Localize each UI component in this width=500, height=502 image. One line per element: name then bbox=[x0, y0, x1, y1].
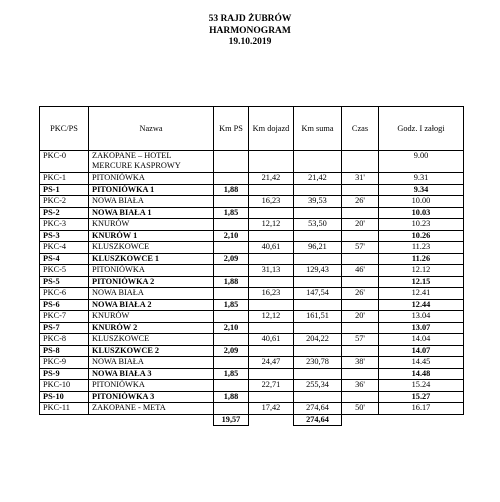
row-godz: 13.04 bbox=[379, 311, 464, 323]
row-km-ps bbox=[214, 265, 249, 277]
document-title bbox=[0, 14, 500, 49]
table-row bbox=[40, 184, 464, 196]
event-date: 19.10.2019 bbox=[228, 37, 272, 47]
row-godz: 11.26 bbox=[379, 253, 464, 265]
row-name: KNURÓW 2 bbox=[89, 322, 214, 334]
row-code: PS-8 bbox=[40, 345, 89, 357]
row-km-dojazd bbox=[249, 184, 294, 196]
row-km-ps: 2,09 bbox=[214, 253, 249, 265]
row-godz: 9.31 bbox=[379, 173, 464, 185]
row-km-dojazd: 24,47 bbox=[249, 357, 294, 369]
row-czas bbox=[342, 230, 379, 242]
row-km-suma: 129,43 bbox=[294, 265, 342, 277]
row-czas: 46' bbox=[342, 265, 379, 277]
row-czas: 50' bbox=[342, 403, 379, 415]
row-code: PKC-1 bbox=[40, 173, 89, 185]
row-km-ps: 1,88 bbox=[214, 276, 249, 288]
row-code: PKC-5 bbox=[40, 265, 89, 277]
row-godz: 10.23 bbox=[379, 219, 464, 231]
table-row bbox=[40, 299, 464, 311]
row-czas bbox=[342, 151, 379, 173]
table-row bbox=[40, 357, 464, 369]
row-km-suma bbox=[294, 276, 342, 288]
header-row bbox=[40, 107, 464, 151]
row-czas bbox=[342, 345, 379, 357]
row-godz: 11.23 bbox=[379, 242, 464, 254]
table-row bbox=[40, 253, 464, 265]
row-czas: 20' bbox=[342, 219, 379, 231]
row-name: KLUSZKOWCE 2 bbox=[89, 345, 214, 357]
row-code: PKC-8 bbox=[40, 334, 89, 346]
event-title: 53 RAJD ŻUBRÓW bbox=[208, 14, 292, 24]
row-km-dojazd: 12,12 bbox=[249, 311, 294, 323]
row-code: PKC-9 bbox=[40, 357, 89, 369]
row-godz: 9.00 bbox=[379, 151, 464, 173]
row-km-suma: 96,21 bbox=[294, 242, 342, 254]
row-km-ps bbox=[214, 219, 249, 231]
row-km-dojazd: 17,42 bbox=[249, 403, 294, 415]
row-godz: 12.41 bbox=[379, 288, 464, 300]
row-name: NOWA BIAŁA 1 bbox=[89, 207, 214, 219]
row-czas bbox=[342, 391, 379, 403]
row-czas: 57' bbox=[342, 334, 379, 346]
row-godz: 15.24 bbox=[379, 380, 464, 392]
row-km-suma bbox=[294, 368, 342, 380]
table-row bbox=[40, 403, 464, 415]
table-row bbox=[40, 311, 464, 323]
row-km-dojazd bbox=[249, 151, 294, 173]
row-name: KLUSZKOWCE bbox=[89, 334, 214, 346]
row-name: KLUSZKOWCE 1 bbox=[89, 253, 214, 265]
row-czas bbox=[342, 322, 379, 334]
row-km-dojazd: 22,71 bbox=[249, 380, 294, 392]
row-km-suma: 161,51 bbox=[294, 311, 342, 323]
row-godz: 9.34 bbox=[379, 184, 464, 196]
row-km-ps bbox=[214, 357, 249, 369]
header-km-suma: Km suma bbox=[294, 107, 342, 151]
row-code: PKC-6 bbox=[40, 288, 89, 300]
row-name: PITONIÓWKA bbox=[89, 173, 214, 185]
row-code: PKC-11 bbox=[40, 403, 89, 415]
row-name: PITONIÓWKA 2 bbox=[89, 276, 214, 288]
row-code: PKC-2 bbox=[40, 196, 89, 208]
row-km-dojazd: 16,23 bbox=[249, 288, 294, 300]
row-name: KNURÓW bbox=[89, 311, 214, 323]
row-km-ps bbox=[214, 151, 249, 173]
schedule-heading: HARMONOGRAM bbox=[209, 25, 291, 36]
schedule-table bbox=[39, 106, 464, 426]
row-km-suma: 53,50 bbox=[294, 219, 342, 231]
row-name: PITONIÓWKA 3 bbox=[89, 391, 214, 403]
row-code: PS-9 bbox=[40, 368, 89, 380]
row-km-suma bbox=[294, 230, 342, 242]
row-czas bbox=[342, 207, 379, 219]
row-name: NOWA BIAŁA 2 bbox=[89, 299, 214, 311]
row-km-dojazd: 40,61 bbox=[249, 242, 294, 254]
row-czas bbox=[342, 368, 379, 380]
total-km-suma: 274,64 bbox=[294, 414, 342, 426]
row-code: PKC-10 bbox=[40, 380, 89, 392]
row-km-ps bbox=[214, 403, 249, 415]
row-czas: 57' bbox=[342, 242, 379, 254]
row-name: NOWA BIAŁA bbox=[89, 357, 214, 369]
row-km-suma: 21,42 bbox=[294, 173, 342, 185]
header-godz: Godz. I załogi bbox=[379, 107, 464, 151]
row-name: ZAKOPANE – HOTEL MERCURE KASPROWY bbox=[89, 151, 214, 173]
row-km-ps bbox=[214, 311, 249, 323]
total-km-ps: 19,57 bbox=[214, 414, 249, 426]
row-code: PS-4 bbox=[40, 253, 89, 265]
row-godz: 13.07 bbox=[379, 322, 464, 334]
row-name: PITONIÓWKA bbox=[89, 380, 214, 392]
row-name: NOWA BIAŁA 3 bbox=[89, 368, 214, 380]
row-name: KNURÓW bbox=[89, 219, 214, 231]
row-km-dojazd bbox=[249, 391, 294, 403]
row-km-ps bbox=[214, 173, 249, 185]
row-km-ps bbox=[214, 196, 249, 208]
row-km-ps: 1,85 bbox=[214, 207, 249, 219]
row-godz: 14.07 bbox=[379, 345, 464, 357]
row-km-ps bbox=[214, 334, 249, 346]
row-czas bbox=[342, 276, 379, 288]
row-czas: 26' bbox=[342, 288, 379, 300]
row-name: ZAKOPANE - META bbox=[89, 403, 214, 415]
table-row bbox=[40, 151, 464, 173]
row-km-dojazd bbox=[249, 230, 294, 242]
row-km-ps bbox=[214, 380, 249, 392]
row-km-suma bbox=[294, 151, 342, 173]
row-code: PKC-0 bbox=[40, 151, 89, 173]
row-km-suma: 204,22 bbox=[294, 334, 342, 346]
row-km-ps: 1,85 bbox=[214, 368, 249, 380]
row-czas bbox=[342, 253, 379, 265]
table-row bbox=[40, 345, 464, 357]
row-godz: 10.03 bbox=[379, 207, 464, 219]
row-code: PS-7 bbox=[40, 322, 89, 334]
row-km-suma bbox=[294, 391, 342, 403]
row-km-ps: 2,10 bbox=[214, 230, 249, 242]
row-km-suma bbox=[294, 345, 342, 357]
row-godz: 14.04 bbox=[379, 334, 464, 346]
row-km-suma bbox=[294, 207, 342, 219]
table-row bbox=[40, 391, 464, 403]
table-row bbox=[40, 334, 464, 346]
row-km-dojazd bbox=[249, 207, 294, 219]
row-km-suma bbox=[294, 299, 342, 311]
row-name: NOWA BIAŁA bbox=[89, 196, 214, 208]
row-km-dojazd: 16,23 bbox=[249, 196, 294, 208]
row-km-dojazd bbox=[249, 253, 294, 265]
row-code: PKC-3 bbox=[40, 219, 89, 231]
row-km-ps: 2,09 bbox=[214, 345, 249, 357]
row-km-dojazd: 31,13 bbox=[249, 265, 294, 277]
row-code: PS-1 bbox=[40, 184, 89, 196]
header-name: Nazwa bbox=[89, 107, 214, 151]
row-km-dojazd bbox=[249, 345, 294, 357]
row-code: PS-10 bbox=[40, 391, 89, 403]
row-km-ps bbox=[214, 242, 249, 254]
header-km-dojazd: Km dojazd bbox=[249, 107, 294, 151]
table-row bbox=[40, 219, 464, 231]
row-km-dojazd: 40,61 bbox=[249, 334, 294, 346]
row-km-suma bbox=[294, 253, 342, 265]
row-km-dojazd: 21,42 bbox=[249, 173, 294, 185]
header-code: PKC/PS bbox=[40, 107, 89, 151]
row-km-suma: 39,53 bbox=[294, 196, 342, 208]
row-czas: 26' bbox=[342, 196, 379, 208]
row-godz: 15.27 bbox=[379, 391, 464, 403]
totals-row bbox=[40, 414, 464, 426]
row-godz: 12.15 bbox=[379, 276, 464, 288]
table-row bbox=[40, 196, 464, 208]
table-row bbox=[40, 276, 464, 288]
table-row bbox=[40, 288, 464, 300]
table-row bbox=[40, 265, 464, 277]
row-code: PKC-7 bbox=[40, 311, 89, 323]
row-name: KLUSZKOWCE bbox=[89, 242, 214, 254]
row-czas bbox=[342, 299, 379, 311]
row-km-suma: 230,78 bbox=[294, 357, 342, 369]
row-godz: 14.48 bbox=[379, 368, 464, 380]
row-code: PKC-4 bbox=[40, 242, 89, 254]
table-row bbox=[40, 230, 464, 242]
row-czas: 38' bbox=[342, 357, 379, 369]
table-row bbox=[40, 322, 464, 334]
row-km-suma bbox=[294, 184, 342, 196]
row-czas: 20' bbox=[342, 311, 379, 323]
table-row bbox=[40, 173, 464, 185]
row-name: KNURÓW 1 bbox=[89, 230, 214, 242]
row-code: PS-2 bbox=[40, 207, 89, 219]
row-name: NOWA BIAŁA bbox=[89, 288, 214, 300]
row-km-suma: 147,54 bbox=[294, 288, 342, 300]
row-km-suma bbox=[294, 322, 342, 334]
row-czas: 31' bbox=[342, 173, 379, 185]
table-row bbox=[40, 368, 464, 380]
row-km-ps: 2,10 bbox=[214, 322, 249, 334]
row-godz: 12.44 bbox=[379, 299, 464, 311]
header-km-ps: Km PS bbox=[214, 107, 249, 151]
row-name: PITONIÓWKA 1 bbox=[89, 184, 214, 196]
row-km-suma: 274,64 bbox=[294, 403, 342, 415]
row-name: PITONIÓWKA bbox=[89, 265, 214, 277]
row-czas bbox=[342, 184, 379, 196]
row-km-ps: 1,85 bbox=[214, 299, 249, 311]
row-godz: 10.26 bbox=[379, 230, 464, 242]
table-row bbox=[40, 242, 464, 254]
row-godz: 16.17 bbox=[379, 403, 464, 415]
row-godz: 14.45 bbox=[379, 357, 464, 369]
row-km-dojazd bbox=[249, 276, 294, 288]
row-km-ps: 1,88 bbox=[214, 391, 249, 403]
row-km-ps: 1,88 bbox=[214, 184, 249, 196]
row-km-ps bbox=[214, 288, 249, 300]
row-km-dojazd bbox=[249, 368, 294, 380]
row-km-dojazd bbox=[249, 299, 294, 311]
row-godz: 10.00 bbox=[379, 196, 464, 208]
row-km-suma: 255,34 bbox=[294, 380, 342, 392]
row-km-dojazd: 12,12 bbox=[249, 219, 294, 231]
row-godz: 12.12 bbox=[379, 265, 464, 277]
header-czas: Czas bbox=[342, 107, 379, 151]
table-row bbox=[40, 207, 464, 219]
row-czas: 36' bbox=[342, 380, 379, 392]
row-code: PS-5 bbox=[40, 276, 89, 288]
row-km-dojazd bbox=[249, 322, 294, 334]
table-row bbox=[40, 380, 464, 392]
row-code: PS-3 bbox=[40, 230, 89, 242]
schedule-body bbox=[40, 151, 464, 415]
row-code: PS-6 bbox=[40, 299, 89, 311]
